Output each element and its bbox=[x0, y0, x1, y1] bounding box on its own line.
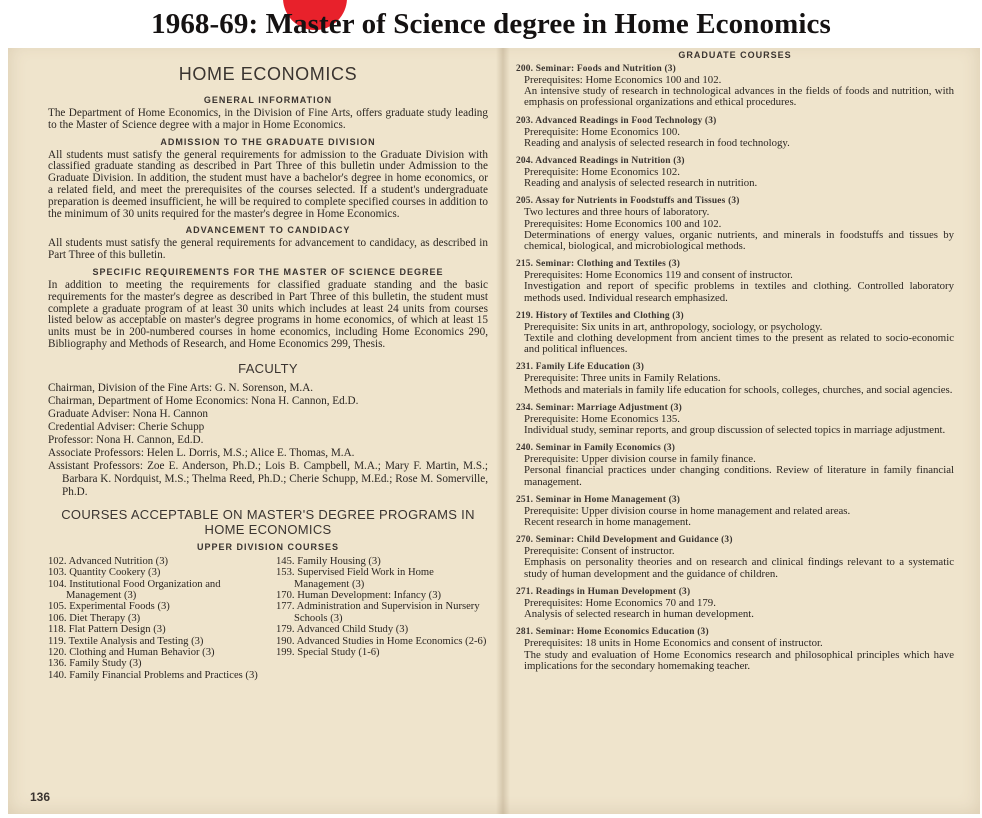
page-gutter bbox=[496, 42, 510, 814]
page-heading: HOME ECONOMICS bbox=[178, 64, 358, 84]
section-heading-advancement: ADVANCEMENT TO CANDIDACY bbox=[185, 225, 351, 236]
course-item: 153. Supervised Field Work in Home Management (3) bbox=[276, 567, 434, 590]
course-item: 102. Advanced Nutrition (3) bbox=[48, 555, 169, 567]
bulletin-page bbox=[8, 42, 980, 814]
course-line: Personal financial practices under changing conditions. Review of literature in family financial management. bbox=[524, 464, 954, 488]
course-item: 105. Experimental Foods (3) bbox=[48, 601, 170, 613]
advancement-text: All students must satisfy the general requirements for advancement to candidacy, as described in Part Three of this bulletin. bbox=[48, 237, 488, 262]
course-title: 240. Seminar in Family Economics (3) bbox=[516, 443, 676, 454]
course-line: Prerequisites: Home Economics 100 and 102. bbox=[524, 74, 722, 86]
faculty-item: Professor: Nona H. Cannon, Ed.D. bbox=[48, 433, 204, 446]
upper-division-heading: UPPER DIVISION COURSES bbox=[196, 541, 340, 552]
course-title: 204. Advanced Readings in Nutrition (3) bbox=[516, 156, 685, 167]
faculty-item: Assistant Professors: Zoe E. Anderson, Ph.D.; Lois B. Campbell, M.A.; Mary F. Martin, M.S.; Barbara K. Nordquist, M.S.; Thelma Reed, Ph.D.; Cherie Schupp, M.Ed.; Rose M. Somerville, Ph.D. bbox=[48, 459, 488, 498]
course-item: 119. Textile Analysis and Testing (3) bbox=[48, 635, 204, 647]
faculty-item: Chairman, Department of Home Economics: Nona H. Cannon, Ed.D. bbox=[48, 394, 359, 407]
graduate-course bbox=[516, 535, 954, 580]
course-line: Prerequisites: Home Economics 100 and 102. bbox=[524, 217, 722, 230]
course-title: 205. Assay for Nutrients in Foodstuffs and Tissues (3) bbox=[516, 196, 740, 207]
section-heading-specific: SPECIFIC REQUIREMENTS FOR THE MASTER OF SCIENCE DEGREE bbox=[92, 266, 444, 277]
graduate-course bbox=[516, 196, 954, 252]
course-line: Prerequisite: Upper division course in home management and related areas. bbox=[524, 504, 851, 517]
course-item: 104. Institutional Food Organization and Management (3) bbox=[48, 578, 221, 601]
course-line: Emphasis on personality theories and on research and clinical findings relevant to a systematic study of human development and the guidance of children. bbox=[524, 556, 954, 580]
course-line: The study and evaluation of Home Economics research and philosophical principles which have implications for the secondary homemaking teacher. bbox=[524, 648, 954, 672]
course-line: Prerequisite: Three units in Family Relations. bbox=[524, 372, 721, 385]
course-title: 200. Seminar: Foods and Nutrition (3) bbox=[516, 64, 677, 74]
course-line: Prerequisite: Home Economics 135. bbox=[524, 412, 680, 425]
graduate-course bbox=[516, 587, 954, 620]
course-item: 136. Family Study (3) bbox=[48, 658, 142, 670]
course-line: Prerequisite: Upper division course in family finance. bbox=[524, 453, 756, 466]
course-title: 271. Readings in Human Development (3) bbox=[516, 586, 691, 597]
banner bbox=[0, 0, 982, 48]
course-item: 145. Family Housing (3) bbox=[276, 555, 381, 567]
graduate-course bbox=[516, 403, 954, 436]
course-line: Prerequisite: Six units in art, anthropology, sociology, or psychology. bbox=[524, 320, 823, 333]
courses-heading: COURSES ACCEPTABLE ON MASTER'S DEGREE PROGRAMS IN HOME ECONOMICS bbox=[61, 506, 475, 537]
right-column bbox=[516, 50, 954, 679]
course-line: Prerequisites: 18 units in Home Economics and consent of instructor. bbox=[524, 637, 823, 650]
course-line: An intensive study of research in technological advances in the fields of foods and nutrition, with emphasis on professional organizations and ethical procedures. bbox=[524, 85, 954, 109]
course-item: 190. Advanced Studies in Home Economics (2-6) bbox=[276, 635, 487, 647]
course-line: Prerequisite: Consent of instructor. bbox=[524, 545, 675, 558]
course-line: Investigation and report of specific problems in textiles and clothing. Controlled laboratory methods used. Individual research emphasized. bbox=[524, 280, 954, 304]
graduate-course bbox=[516, 156, 954, 189]
course-title: 270. Seminar: Child Development and Guidance (3) bbox=[516, 535, 733, 546]
course-line: Analysis of selected research in human development. bbox=[524, 608, 754, 621]
faculty-heading: FACULTY bbox=[238, 360, 298, 376]
course-line: Recent research in home management. bbox=[524, 516, 691, 529]
graduate-course bbox=[516, 311, 954, 356]
graduate-course bbox=[516, 259, 954, 304]
course-line: Reading and analysis of selected research in food technology. bbox=[524, 136, 790, 149]
graduate-course bbox=[516, 495, 954, 528]
course-line: Textile and clothing development from ancient times to the present as related to socio-economic and political influences. bbox=[524, 332, 954, 356]
general-info-text: The Department of Home Economics, in the Division of Fine Arts, offers graduate study leading to the Master of Science degree with a major in Home Economics. bbox=[48, 107, 488, 131]
faculty-list bbox=[48, 382, 488, 499]
course-item: 103. Quantity Cookery (3) bbox=[48, 567, 161, 579]
admission-text: All students must satisfy the general requirements for admission to the Graduate Division with classified graduate standing as described in Part Three of this bulletin under Admission to the Graduate Division. In addition, the student must have a bachelor's degree in home economics, or a related field, and meet the prerequisites of the courses selected. If a student's undergraduate preparation is deemed insufficient, he will be required to complete specified courses in addition to the minimum of 30 units required for the master's degree in Home Economics. bbox=[48, 148, 488, 220]
course-item: 179. Advanced Child Study (3) bbox=[276, 624, 409, 636]
section-heading-admission: ADMISSION TO THE GRADUATE DIVISION bbox=[160, 136, 376, 147]
faculty-item: Associate Professors: Helen L. Dorris, M.S.; Alice E. Thomas, M.A. bbox=[48, 446, 355, 459]
upper-division-list bbox=[48, 556, 488, 681]
faculty-item: Chairman, Division of the Fine Arts: G. N. Sorenson, M.A. bbox=[48, 381, 314, 394]
upper-division-column-1 bbox=[48, 556, 260, 681]
course-line: Determinations of energy values, organic nutrients, and minerals in foodstuffs and tissues by chemical, biological, and microbiological methods. bbox=[524, 228, 954, 253]
course-title: 219. History of Textiles and Clothing (3) bbox=[516, 310, 684, 321]
course-line: Methods and materials in family life education for schools, colleges, churches, and social agencies. bbox=[524, 383, 953, 396]
section-heading-general: GENERAL INFORMATION bbox=[203, 95, 333, 105]
course-title: 215. Seminar: Clothing and Textiles (3) bbox=[516, 259, 681, 270]
course-title: 231. Family Life Education (3) bbox=[516, 362, 645, 373]
course-line: Two lectures and three hours of laboratory. bbox=[524, 206, 710, 219]
course-line: Prerequisites: Home Economics 119 and consent of instructor. bbox=[524, 269, 793, 282]
course-item: 199. Special Study (1-6) bbox=[276, 647, 380, 658]
graduate-course bbox=[516, 627, 954, 672]
faculty-item: Graduate Adviser: Nona H. Cannon bbox=[48, 407, 209, 420]
course-line: Prerequisites: Home Economics 70 and 179. bbox=[524, 596, 716, 609]
course-item: 170. Human Development: Infancy (3) bbox=[276, 589, 442, 601]
course-line: Prerequisite: Home Economics 100. bbox=[524, 125, 680, 138]
graduate-courses-heading: GRADUATE COURSES bbox=[678, 50, 792, 60]
course-item: 177. Administration and Supervision in Nursery Schools (3) bbox=[276, 601, 480, 624]
course-item: 106. Diet Therapy (3) bbox=[48, 612, 141, 624]
course-line: Individual study, seminar reports, and group discussion of selected topics in marriage adjustment. bbox=[524, 424, 946, 437]
graduate-course bbox=[516, 362, 954, 395]
course-line: Prerequisite: Home Economics 102. bbox=[524, 166, 680, 179]
graduate-course bbox=[516, 116, 954, 149]
page-number: 136 bbox=[30, 790, 51, 804]
graduate-course bbox=[516, 64, 954, 109]
course-item: 120. Clothing and Human Behavior (3) bbox=[48, 647, 215, 658]
specific-requirements-text: In addition to meeting the requirements for classified graduate standing and the basic requirements for the master's degree as described in Part Three of this bulletin, the student must complete a graduate program of at least 30 units which includes at least 24 units from courses listed below as acceptable on master's degree programs in home economics, of which at least 15 units must be in 200-numbered courses in home economics, including Home Economics 290, Bibliography and Methods of Research, and Home Economics 299, Thesis. bbox=[48, 278, 488, 350]
left-column bbox=[48, 56, 488, 681]
faculty-item: Credential Adviser: Cherie Schupp bbox=[48, 420, 205, 433]
graduate-course bbox=[516, 443, 954, 488]
upper-division-column-2 bbox=[276, 556, 488, 681]
course-item: 118. Flat Pattern Design (3) bbox=[48, 624, 166, 636]
course-line: Reading and analysis of selected research in nutrition. bbox=[524, 177, 758, 190]
course-item: 140. Family Financial Problems and Practices (3) bbox=[48, 669, 258, 681]
banner-title: 1968-69: Master of Science degree in Home Economics bbox=[151, 8, 831, 40]
course-title: 251. Seminar in Home Management (3) bbox=[516, 494, 681, 505]
course-title: 234. Seminar: Marriage Adjustment (3) bbox=[516, 402, 682, 413]
course-title: 203. Advanced Readings in Food Technology (3) bbox=[516, 115, 717, 126]
course-title: 281. Seminar: Home Economics Education (3) bbox=[516, 627, 709, 638]
